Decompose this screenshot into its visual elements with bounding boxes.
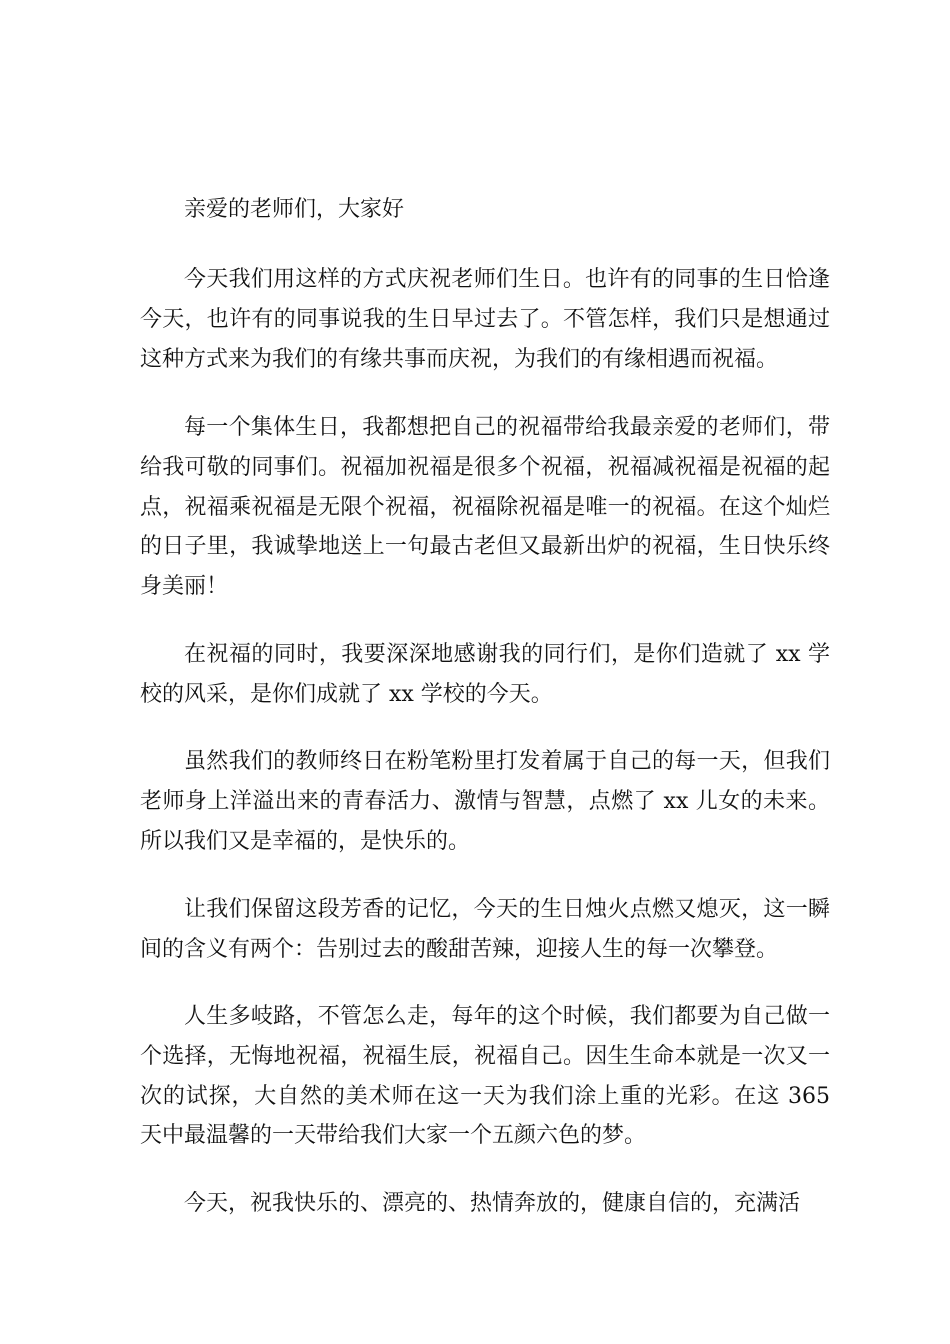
body-paragraph: 让我们保留这段芳香的记忆，今天的生日烛火点燃又熄灭，这一瞬间的含义有两个：告别过去的酸甜苦辣，迎接人生的每一次攀登。 (140, 897, 830, 962)
body-paragraph: 在祝福的同时，我要深深地感谢我的同行们，是你们造就了 xx 学校的风采，是你们成就了 xx 学校的今天。 (140, 642, 830, 707)
body-paragraph: 今天我们用这样的方式庆祝老师们生日。也许有的同事的生日恰逢今天，也许有的同事说我的生日早过去了。不管怎样，我们只是想通过这种方式来为我们的有缘共事而庆祝，为我们的有缘相遇而祝福。 (140, 267, 830, 372)
greeting-paragraph: 亲爱的老师们，大家好 (184, 197, 405, 222)
body-paragraph: 虽然我们的教师终日在粉笔粉里打发着属于自己的每一天，但我们老师身上洋溢出来的青春活力、激情与智慧，点燃了 xx 儿女的未来。所以我们又是幸福的，是快乐的。 (140, 749, 830, 854)
body-paragraph: 今天，祝我快乐的、漂亮的、热情奔放的，健康自信的，充满活 (184, 1191, 801, 1216)
body-paragraph: 每一个集体生日，我都想把自己的祝福带给我最亲爱的老师们，带给我可敬的同事们。祝福加祝福是很多个祝福，祝福减祝福是祝福的起点，祝福乘祝福是无限个祝福，祝福除祝福是唯一的祝福。在这个灿烂的日子里，我诚挚地送上一句最古老但又最新出炉的祝福，生日快乐终身美丽！ (140, 415, 830, 600)
body-paragraph: 人生多岐路，不管怎么走，每年的这个时候，我们都要为自己做一个选择，无悔地祝福，祝福生辰，祝福自己。因生生命本就是一次又一次的试探，大自然的美术师在这一天为我们涂上重的光彩。在这 365 天中最温馨的一天带给我们大家一个五颜六色的梦。 (140, 1004, 830, 1149)
